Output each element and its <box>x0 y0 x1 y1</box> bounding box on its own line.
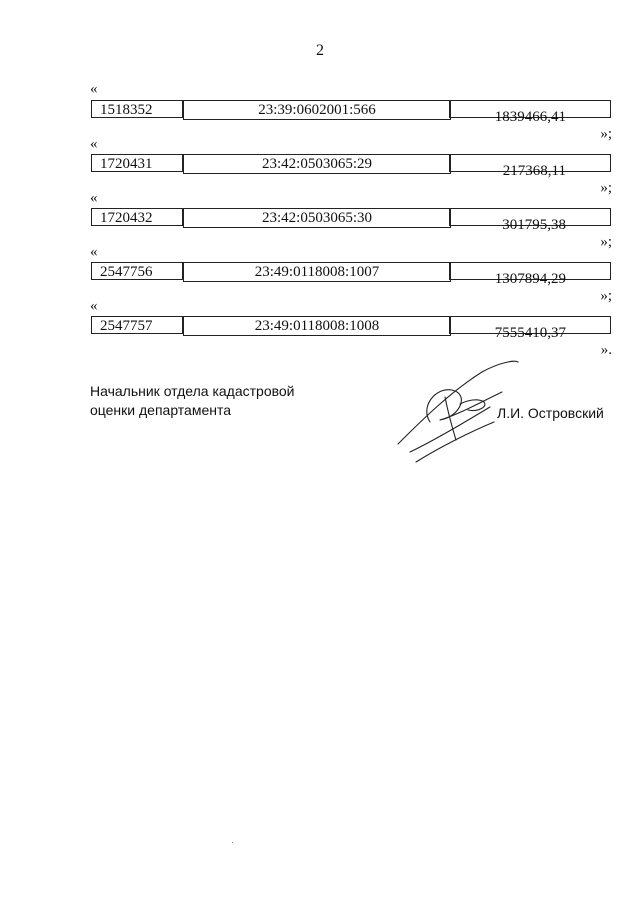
row-id: 2547757 <box>91 316 183 334</box>
opening-quote: « <box>90 136 98 152</box>
cadastral-number: 23:42:0503065:29 <box>183 154 451 174</box>
cadastral-value <box>449 100 611 125</box>
cadastral-value <box>449 262 611 287</box>
cadastral-number: 23:49:0118008:1008 <box>183 316 451 336</box>
cadastral-value-text: 301795,38 <box>502 217 566 233</box>
row-id: 1518352 <box>91 100 183 118</box>
scan-speck <box>232 842 233 843</box>
cadastral-number: 23:39:0602001:566 <box>183 100 451 120</box>
row-id: 1720432 <box>91 208 183 226</box>
signatory-title-line: Начальник отдела кадастровой <box>90 383 295 399</box>
page-number: 2 <box>316 42 324 59</box>
cadastral-value <box>449 208 611 233</box>
closing-quote: »; <box>600 126 612 142</box>
cadastral-value-text: 1307894,29 <box>494 271 566 287</box>
cadastral-value-text: 1839466,41 <box>494 109 566 125</box>
cadastral-value <box>449 316 611 341</box>
closing-quote: ». <box>600 342 612 358</box>
opening-quote: « <box>90 244 98 260</box>
signatory-title <box>90 382 295 420</box>
opening-quote: « <box>90 298 98 314</box>
row-id: 1720431 <box>91 154 183 172</box>
signatory-title-line: оценки департамента <box>90 402 232 418</box>
opening-quote: « <box>90 190 98 206</box>
cadastral-value-text: 217368,11 <box>502 163 566 179</box>
table-row <box>91 262 613 287</box>
table-row <box>91 100 613 125</box>
opening-quote: « <box>90 81 98 97</box>
cadastral-value <box>449 154 611 179</box>
closing-quote: »; <box>600 288 612 304</box>
row-id: 2547756 <box>91 262 183 280</box>
cadastral-value-text: 7555410,37 <box>494 325 566 341</box>
table-row <box>91 316 613 341</box>
cadastral-number: 23:42:0503065:30 <box>183 208 451 228</box>
table-row <box>91 208 613 233</box>
closing-quote: »; <box>600 180 612 196</box>
table-row <box>91 154 613 179</box>
signatory-name: Л.И. Островский <box>497 405 604 421</box>
cadastral-number: 23:49:0118008:1007 <box>183 262 451 282</box>
closing-quote: »; <box>600 234 612 250</box>
